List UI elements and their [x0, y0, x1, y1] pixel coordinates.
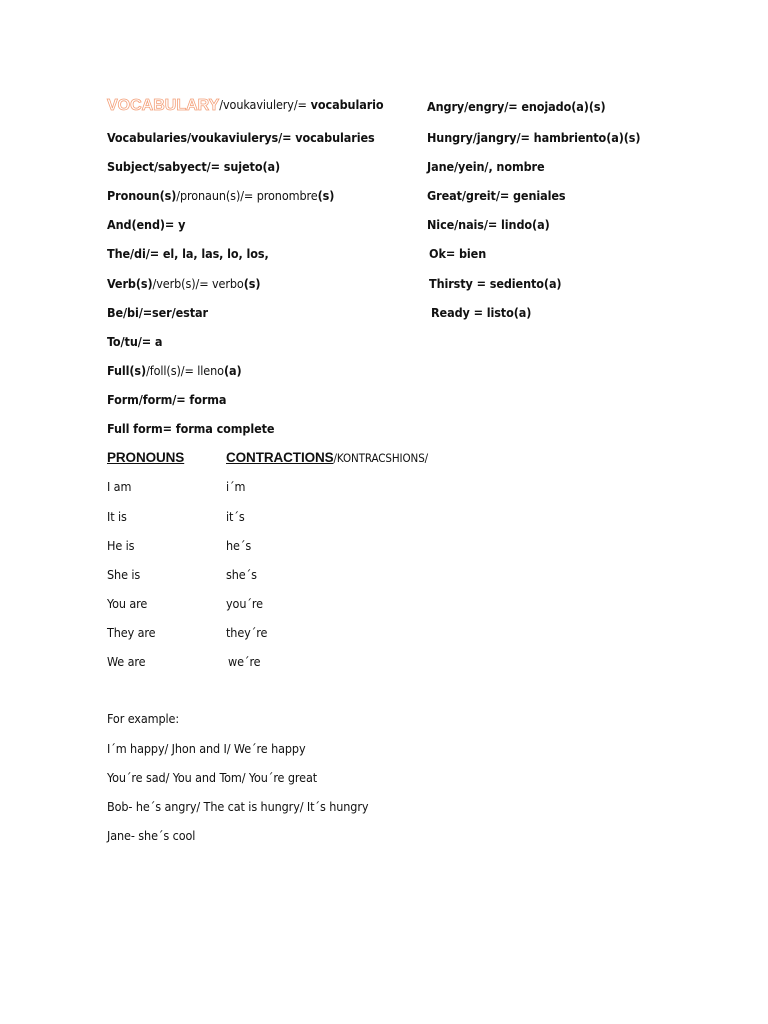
example-line: Bob- he´s angry/ The cat is hungry/ It´s hungry: [107, 799, 369, 814]
vocab-entry-right: Jane/yein/, nombre: [427, 159, 545, 174]
vocab-entry: Vocabularies/voukaviulerys/= vocabularies: [107, 130, 375, 145]
vocab-entry-right: Thirsty = sediento(a): [429, 276, 562, 291]
vocab-entry-right: Ok= bien: [429, 246, 487, 261]
vocab-entry: Full form= forma complete: [107, 421, 275, 436]
vocab-entry: Subject/sabyect/= sujeto(a): [107, 159, 281, 174]
vocab-title-line: [107, 97, 384, 114]
pronoun-cell: He is: [107, 538, 135, 553]
vocab-entry-right: Hungry/jangry/= hambriento(a)(s): [427, 130, 641, 145]
vocab-entry-right: Nice/nais/= lindo(a): [427, 217, 550, 232]
vocab-meaning: vocabulario: [306, 97, 384, 112]
contraction-cell: they´re: [226, 625, 268, 640]
example-line: Jane- she´s cool: [107, 828, 196, 843]
pronoun-cell: You are: [107, 596, 148, 611]
contraction-cell: you´re: [226, 596, 263, 611]
pronoun-cell: They are: [107, 625, 156, 640]
pronoun-cell: It is: [107, 509, 127, 524]
vocab-entry: And(end)= y: [107, 217, 186, 232]
example-line: I´m happy/ Jhon and I/ We´re happy: [107, 741, 306, 756]
vocab-entry: The/di/= el, la, las, lo, los,: [107, 246, 269, 261]
contraction-cell: i´m: [226, 479, 246, 494]
pronouns-heading: PRONOUNS: [107, 450, 185, 465]
contractions-heading-line: [226, 450, 428, 466]
contraction-cell: we´re: [228, 654, 261, 669]
vocab-entry: To/tu/= a: [107, 334, 163, 349]
contraction-cell: she´s: [226, 567, 257, 582]
vocab-entry: Pronoun(s)/pronaun(s)/= pronombre(s): [107, 188, 335, 203]
vocab-entry-right: Angry/engry/= enojado(a)(s): [427, 99, 606, 114]
vocab-entry-right: Ready = listo(a): [431, 305, 532, 320]
vocab-entry: Be/bi/=ser/estar: [107, 305, 208, 320]
vocab-entry-right: Great/greit/= geniales: [427, 188, 566, 203]
vocabulary-title: VOCABULARY: [107, 97, 220, 114]
example-line: You´re sad/ You and Tom/ You´re great: [107, 770, 318, 785]
vocab-entry: Verb(s)/verb(s)/= verbo(s): [107, 276, 261, 291]
pronoun-cell: I am: [107, 479, 132, 494]
vocab-pron: /voukaviulery/=: [219, 97, 307, 112]
contraction-cell: he´s: [226, 538, 252, 553]
vocab-entry: Full(s)/foll(s)/= lleno(a): [107, 363, 242, 378]
pronoun-cell: She is: [107, 567, 141, 582]
pronoun-cell: We are: [107, 654, 146, 669]
examples-heading: For example:: [107, 711, 180, 726]
vocab-entry: Form/form/= forma: [107, 392, 227, 407]
contraction-cell: it´s: [226, 509, 245, 524]
contractions-suffix: /KONTRACSHIONS/: [333, 451, 429, 465]
contractions-heading: CONTRACTIONS: [226, 450, 334, 465]
